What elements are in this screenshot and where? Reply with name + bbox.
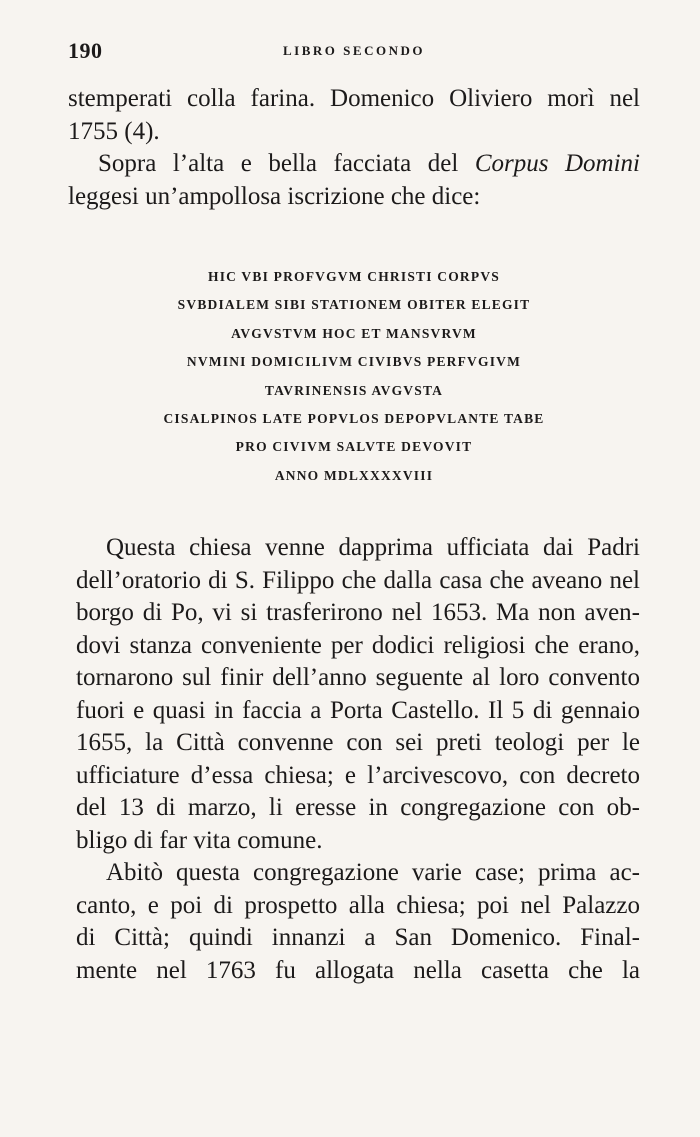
paragraph-2-line: leggesi un’ampollosa iscrizione che dice:: [68, 182, 481, 210]
church-name-italic: Corpus Domini: [474, 150, 640, 177]
paragraph-2-line: [68, 148, 640, 181]
inscription-line: SVBDIALEM SIBI STATIONEM OBITER ELEGIT: [177, 297, 531, 313]
paragraph-3-line: ufficiature d’essa chiesa; e l’arcivescovo, con decreto: [76, 761, 640, 789]
inscription-line: NVMINI DOMICILIVM CIVIBVS PERFVGIVM: [186, 354, 522, 370]
paragraph-3-line: del 13 di marzo, li eresse in congregazione con ob-: [76, 794, 640, 821]
paragraph-1-line: stemperati colla farina. Domenico Oliviero morì nel: [68, 85, 640, 112]
paragraph-1: [68, 83, 640, 148]
paragraph-4-line: di Città; quindi innanzi a San Domenico. Final-: [76, 924, 640, 951]
running-head: LIBRO SECONDO: [283, 43, 425, 58]
paragraph-4-line: mente nel 1763 fu allogata nella casetta che la: [76, 956, 640, 984]
inscription-line: ANNO MDLXXXXVIII: [274, 467, 434, 483]
paragraph-3-line: bligo di far vita comune.: [76, 826, 323, 854]
page-header: [68, 38, 640, 68]
paragraph-3-line: dovi stanza conveniente per dodici religiosi che erano,: [76, 631, 640, 659]
paragraph-3-line: dell’oratorio di S. Filippo che dalla casa che aveano nel: [76, 566, 640, 594]
latin-inscription: [68, 263, 640, 490]
page-number: 190: [68, 38, 103, 63]
inscription-line: HIC VBI PROFVGVM CHRISTI CORPVS: [208, 269, 500, 284]
inscription-line: PRO CIVIVM SALVTE DEVOVIT: [235, 439, 473, 455]
inscription-line: TAVRINENSIS AVGVSTA: [264, 382, 444, 398]
paragraph-2-text: Sopra l’alta e bella facciata del: [98, 150, 475, 177]
inscription-line: CISALPINOS LATE POPVLOS DEPOPVLANTE TABE: [163, 411, 545, 427]
paragraph-3: [76, 532, 640, 857]
paragraph-3-line: 1655, la Città convenne con sei preti teologi per le: [76, 729, 640, 756]
paragraph-2: [68, 148, 640, 213]
paragraph-1-line: 1755 (4).: [68, 117, 160, 145]
paragraph-4-line: canto, e poi di prospetto alla chiesa; poi nel Palazzo: [76, 891, 640, 919]
paragraph-3-line: tornarono sul finir dell’anno seguente al loro convento: [76, 664, 640, 691]
paragraph-3-line: borgo di Po, vi si trasferirono nel 1653. Ma non aven-: [76, 599, 640, 626]
inscription-line: AVGVSTVM HOC ET MANSVRVM: [231, 325, 477, 341]
paragraph-4: [76, 857, 640, 987]
paragraph-3-line: fuori e quasi in faccia a Porta Castello. Il 5 di gennaio: [76, 696, 640, 724]
paragraph-3-line: Questa chiesa venne dapprima ufficiata dai Padri: [106, 534, 640, 561]
paragraph-4-line: Abitò questa congregazione varie case; prima ac-: [106, 859, 640, 886]
